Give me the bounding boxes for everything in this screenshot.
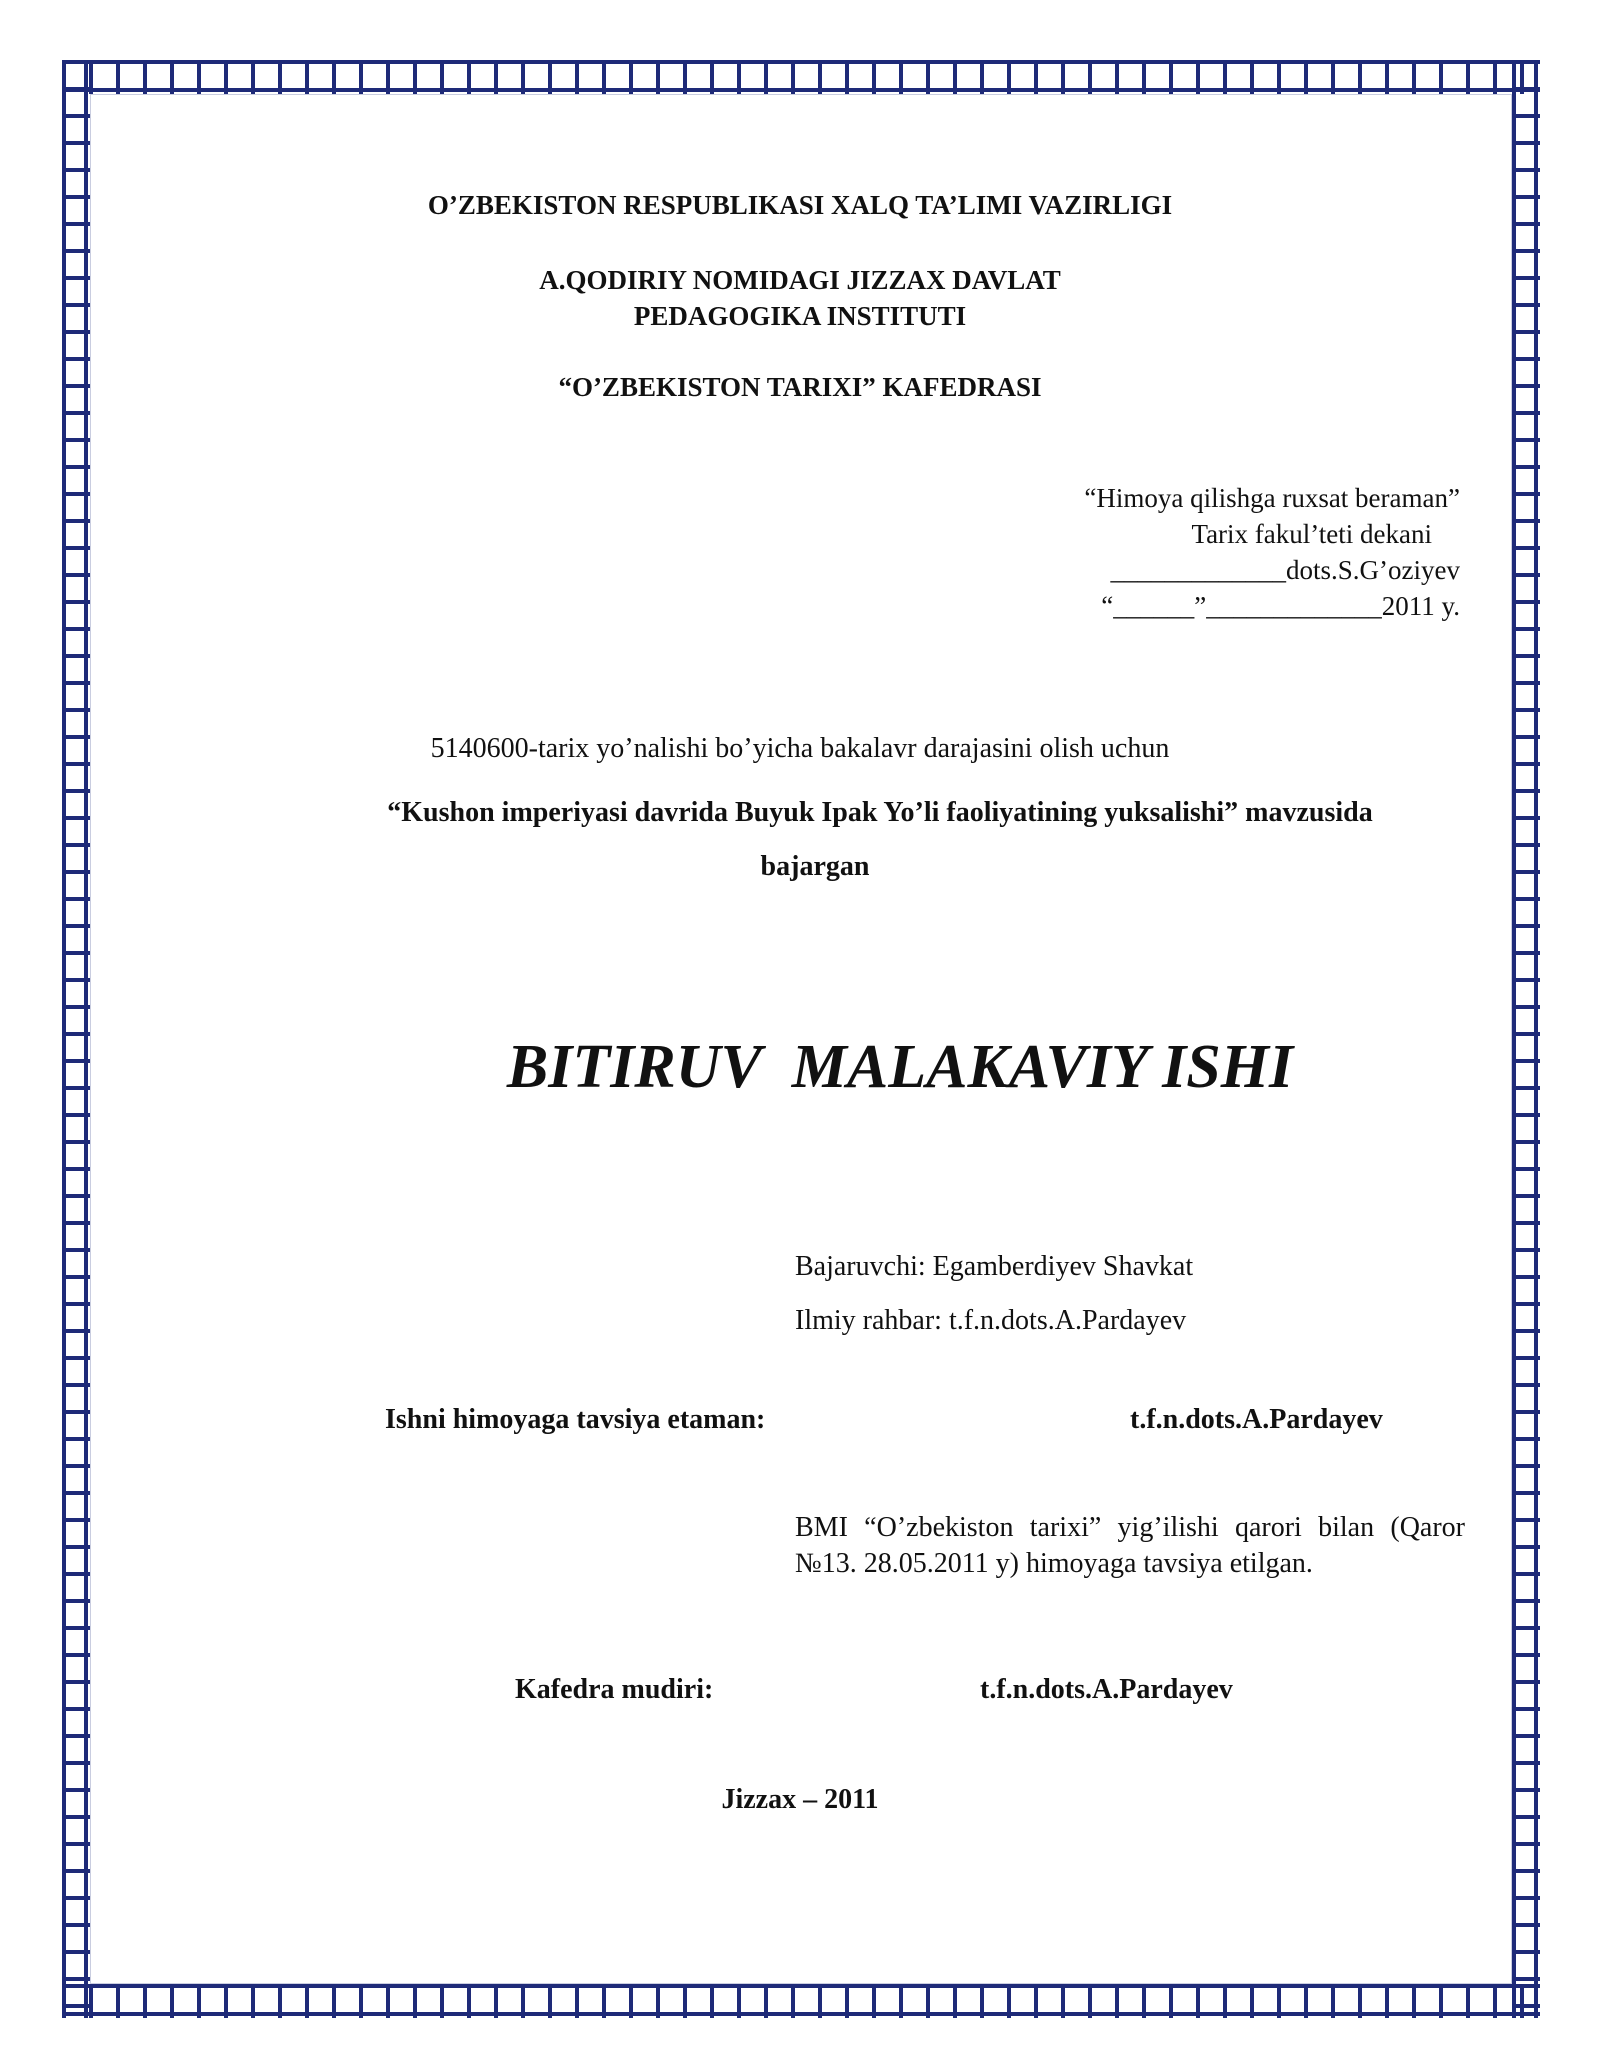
- recommendation-label: Ishni himoyaga tavsiya etaman:: [385, 1404, 766, 1435]
- approval-line-2: Tarix fakul’teti dekani: [1191, 519, 1432, 549]
- topic-line-2: bajargan: [760, 851, 870, 882]
- document-title: BITIRUV MALAKAVIY ISHI: [506, 1033, 1294, 1101]
- city-year: Jizzax – 2011: [721, 1784, 879, 1815]
- recommendation-signatory: t.f.n.dots.A.Pardayev: [1130, 1404, 1383, 1435]
- border-bottom: [62, 1984, 1540, 2018]
- topic-line-1: “Kushon imperiyasi davrida Buyuk Ipak Yo’li faoliyatining yuksalishi” mavzusida: [387, 797, 1373, 828]
- border-left: [62, 60, 90, 2018]
- approval-line-4: “______”_____________2011 y.: [1101, 591, 1460, 621]
- approval-line-1: “Himoya qilishga ruxsat beraman”: [1084, 483, 1460, 513]
- border-top: [62, 60, 1540, 94]
- institute-heading: [300, 262, 1300, 334]
- approval-line-3: _____________dots.S.G’oziyev: [1110, 555, 1460, 585]
- supervisor-line: Ilmiy rahbar: t.f.n.dots.A.Pardayev: [795, 1305, 1187, 1336]
- meeting-decision: BMI “O’zbekiston tarixi” yig’ilishi qarori bilan (Qaror №13. 28.05.2011 y) himoyaga tavsiya etilgan.: [795, 1512, 1465, 1579]
- executor-line: Bajaruvchi: Egamberdiyev Shavkat: [795, 1251, 1194, 1282]
- department-heading: “O’ZBEKISTON TARIXI” KAFEDRASI: [558, 372, 1042, 402]
- institute-line-2: PEDAGOGIKA INSTITUTI: [633, 301, 967, 331]
- border-right: [1512, 60, 1540, 2018]
- department-head-name: t.f.n.dots.A.Pardayev: [980, 1674, 1233, 1705]
- degree-direction: 5140600-tarix yo’nalishi bo’yicha bakalavr darajasini olish uchun: [430, 733, 1170, 764]
- thesis-topic: [300, 786, 1460, 894]
- authors-block: [795, 1240, 1455, 1348]
- approval-block: [960, 480, 1460, 624]
- department-head-label: Kafedra mudiri:: [515, 1674, 714, 1705]
- institute-line-1: A.QODIRIY NOMIDAGI JIZZAX DAVLAT: [539, 265, 1061, 295]
- ministry-heading: O’ZBEKISTON RESPUBLIKASI XALQ TA’LIMI VAZIRLIGI: [427, 190, 1173, 220]
